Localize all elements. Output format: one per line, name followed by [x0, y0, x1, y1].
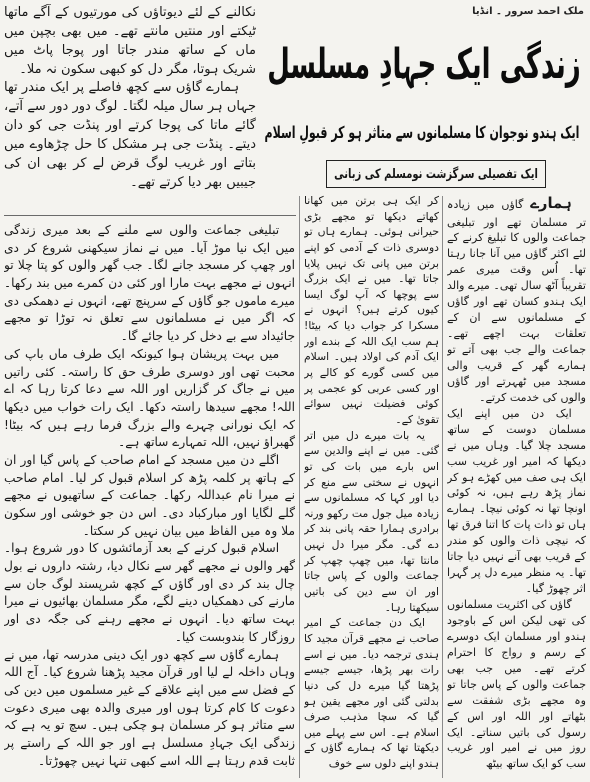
- subheadline-box: [256, 112, 588, 152]
- article-paragraph: اسلام قبول کرنے کے بعد آزمائشوں کا دور شروع ہوا۔ گھر والوں نے مجھے گھر سے نکال دیا، رشتہ داروں نے بول چال بند کر دی اور گاؤں کے کچھ شرپسند لوگ جان سے مارنے کی دھمکیاں دینے لگے، مگر مسلمان بھائیوں نے میرا بہت ساتھ دیا۔ انہوں نے مجھے رہنے کی جگہ دی اور روزگار کا بندوبست کیا۔: [4, 541, 295, 644]
- article-paragraph: گاؤں کی اکثریت مسلمانوں کی تھی لیکن اس کے باوجود ہندو اور مسلمان ایک دوسرے کے رسم و رواج کا احترام کرتے تھے۔ میں جب بھی جماعت والوں کے پاس جاتا تو وہ مجھے بڑی شفقت سے بٹھاتے اور اللہ اور اس کے رسول کی باتیں سناتے۔ ایک روز میں نے امیر اور غریب سب کو ایک ساتھ بیٹھ: [447, 598, 586, 771]
- column-rule: [442, 196, 443, 778]
- article-paragraph: میں بہت پریشان ہوا کیونکہ ایک طرف ماں باپ کی محبت تھی اور دوسری طرف حق کا راستہ۔ کئی راتیں میں نے جاگ کر گزاریں اور اللہ سے دعا کرتا رہا کہ اے اللہ! مجھے سیدھا راستہ دکھا۔ ایک رات خواب میں دیکھا کہ ایک نورانی چہرے والے بزرگ فرما رہے ہیں کہ بیٹا! گھبراؤ نہیں، اللہ تمہارے ساتھ ہے۔: [4, 346, 295, 450]
- column-rule: [299, 196, 300, 778]
- article-paragraph: تبلیغی جماعت والوں سے ملنے کے بعد میری زندگی میں ایک نیا موڑ آیا۔ میں نے نماز سیکھنی شروع کر دی اور چھپ کر مسجد جانے لگا۔ جب گھر والوں کو پتا چلا تو انہوں نے مجھے بہت مارا اور کئی دن کمرے میں بند رکھا۔ میرے ماموں جو گاؤں کے سرپنچ تھے، انہوں نے دھمکی دی کہ اگر میں نے مسلمانوں سے تعلق نہ توڑا تو مجھے جائیداد سے بے دخل کر دیا جائے گا۔: [4, 223, 295, 344]
- lead-word: ہمارے: [530, 194, 572, 212]
- section-rule: [4, 215, 296, 216]
- article-paragraph: اگلے دن میں مسجد کے امام صاحب کے پاس گیا اور ان کے ہاتھ پر کلمہ پڑھ کر اسلام قبول کر لیا۔ امام صاحب نے میرا نام عبداللہ رکھا۔ جماعت کے ساتھیوں نے مجھے گلے لگایا اور مبارکباد دی۔ اس دن جو خوشی اور سکون ملا وہ میں الفاظ میں بیان نہیں کر سکتا۔: [4, 452, 295, 538]
- article-column-left-bottom: [4, 222, 295, 778]
- article-column-middle: [304, 193, 439, 778]
- article-column-left-top: [4, 4, 256, 210]
- article-paragraph: کر ایک ہی برتن میں کھانا کھاتے دیکھا تو مجھے بڑی حیرانی ہوئی۔ ہمارے ہاں تو دوسری ذات کے آدمی کو اپنے برتن میں پانی تک نہیں پلایا جاتا تھا۔ میں نے ایک بزرگ سے پوچھا کہ آپ لوگ ایسا کیوں کرتے ہیں؟ انہوں نے مسکرا کر جواب دیا کہ بیٹا! ہم سب ایک اللہ کے بندے اور ایک آدم کی اولاد ہیں۔ اسلام میں کسی گورے کو کالے پر اور کسی عربی کو عجمی پر کوئی فضیلت نہیں سوائے تقویٰ کے۔: [304, 194, 439, 426]
- headline: زندگی ایک جہادِ مسلسل: [267, 41, 581, 89]
- byline: ملک احمد سرور ۔ انڈیا: [472, 6, 584, 17]
- kicker-box: [326, 160, 546, 188]
- article-paragraph: [447, 193, 586, 406]
- article-paragraph: ایک دن میں اپنے ایک مسلمان دوست کے ساتھ مسجد چلا گیا۔ وہاں میں نے دیکھا کہ امیر اور غریب سب ایک ہی صف میں کھڑے ہو کر نماز پڑھ رہے ہیں، نہ کوئی اونچا تھا نہ کوئی نیچا۔ ہمارے ہاں تو ذات پات کا اتنا فرق تھا کہ نیچی ذات والوں کو مندر کے قریب بھی آنے نہیں دیا جاتا تھا۔ یہ منظر میرے دل پر گہرا اثر چھوڑ گیا۔: [447, 406, 586, 596]
- headline-box: [262, 24, 586, 106]
- article-paragraph: نکالنے کے لئے دیوتاؤں کی مورتیوں کے آگے ماتھا ٹیکتے اور منتیں مانتے تھے۔ میں بھی بچپن میں ماں کے ساتھ مندر جاتا اور پوجا پاٹ میں شریک ہوتا، مگر دل کو کبھی سکون نہ ملا۔: [4, 5, 256, 77]
- article-paragraph: ہمارے گاؤں سے کچھ دور ایک دینی مدرسہ تھا، میں نے وہاں داخلہ لے لیا اور قرآن مجید پڑھنا شروع کیا۔ آج اللہ کے فضل سے میں اپنے علاقے کے غیر مسلموں میں دین کی دعوت کا کام کرتا ہوں اور میری والدہ بھی میری دعوت سے متاثر ہو کر مسلمان ہو چکی ہیں۔ سچ تو یہ ہے کہ زندگی ایک جہادِ مسلسل ہے اور جو اللہ کے راستے پر ثابت قدم رہتا ہے اللہ اسے کبھی تنہا نہیں چھوڑتا۔: [4, 647, 295, 768]
- kicker: ایک تفصیلی سرگزشت نومسلم کی زبانی: [334, 166, 538, 182]
- paragraph-text: گاؤں میں زیادہ تر مسلمان تھے اور تبلیغی جماعت والوں کا تبلیغ کرنے کے لئے اکثر گاؤں میں آنا جانا رہتا تھا۔ اُس وقت میری عمر تقریباً آٹھ سال تھی۔ میرے والد ایک ہندو کسان تھے اور گاؤں کے مسلمانوں سے ان کے تعلقات بہت اچھے تھے۔ جماعت والے جب بھی آتے تو ہمارے گھر کے قریب والی مسجد میں ٹھہرتے اور گاؤں والوں کی خدمت کرتے۔: [447, 198, 586, 404]
- article-paragraph: ہمارے گاؤں سے کچھ فاصلے پر ایک مندر تھا جہاں ہر سال میلہ لگتا۔ لوگ دور دور سے آتے، گائے ماتا کی پوجا کرتے اور پنڈت جی کو دان دیتے۔ پنڈت جی ہر مشکل کا حل چڑھاوے میں بتاتے اور غریب لوگ قرض لے کر بھی ان کی جیبیں بھر دیا کرتے تھے۔: [4, 80, 256, 190]
- article-paragraph: ایک دن جماعت کے امیر صاحب نے مجھے قرآن مجید کا ہندی ترجمہ دیا۔ میں نے اسے رات بھر پڑھا، جیسے جیسے پڑھتا گیا میرے دل کی دنیا بدلتی گئی اور مجھے یقین ہو گیا کہ سچا مذہب صرف اسلام ہے۔ اس سے پہلے میں دیکھتا تھا کہ ہمارے گاؤں کے ہندو اپنے دلوں سے خوف: [304, 616, 439, 771]
- article-column-right: [447, 193, 586, 778]
- article-paragraph: یہ بات میرے دل میں اتر گئی۔ میں نے اپنے والدین سے اس بارے میں بات کی تو انہوں نے سختی سے منع کر دیا اور کہا کہ مسلمانوں سے زیادہ میل جول مت رکھو ورنہ برادری ہمارا حقہ پانی بند کر دے گی۔ مگر میرا دل نہیں مانتا تھا، میں چھپ چھپ کر جماعت والوں کے پاس جاتا اور ان سے دین کی باتیں سیکھتا رہا۔: [304, 428, 439, 614]
- subheadline: ایک ہندو نوجوان کا مسلمانوں سے متاثر ہو کر قبولِ اسلام: [264, 122, 580, 142]
